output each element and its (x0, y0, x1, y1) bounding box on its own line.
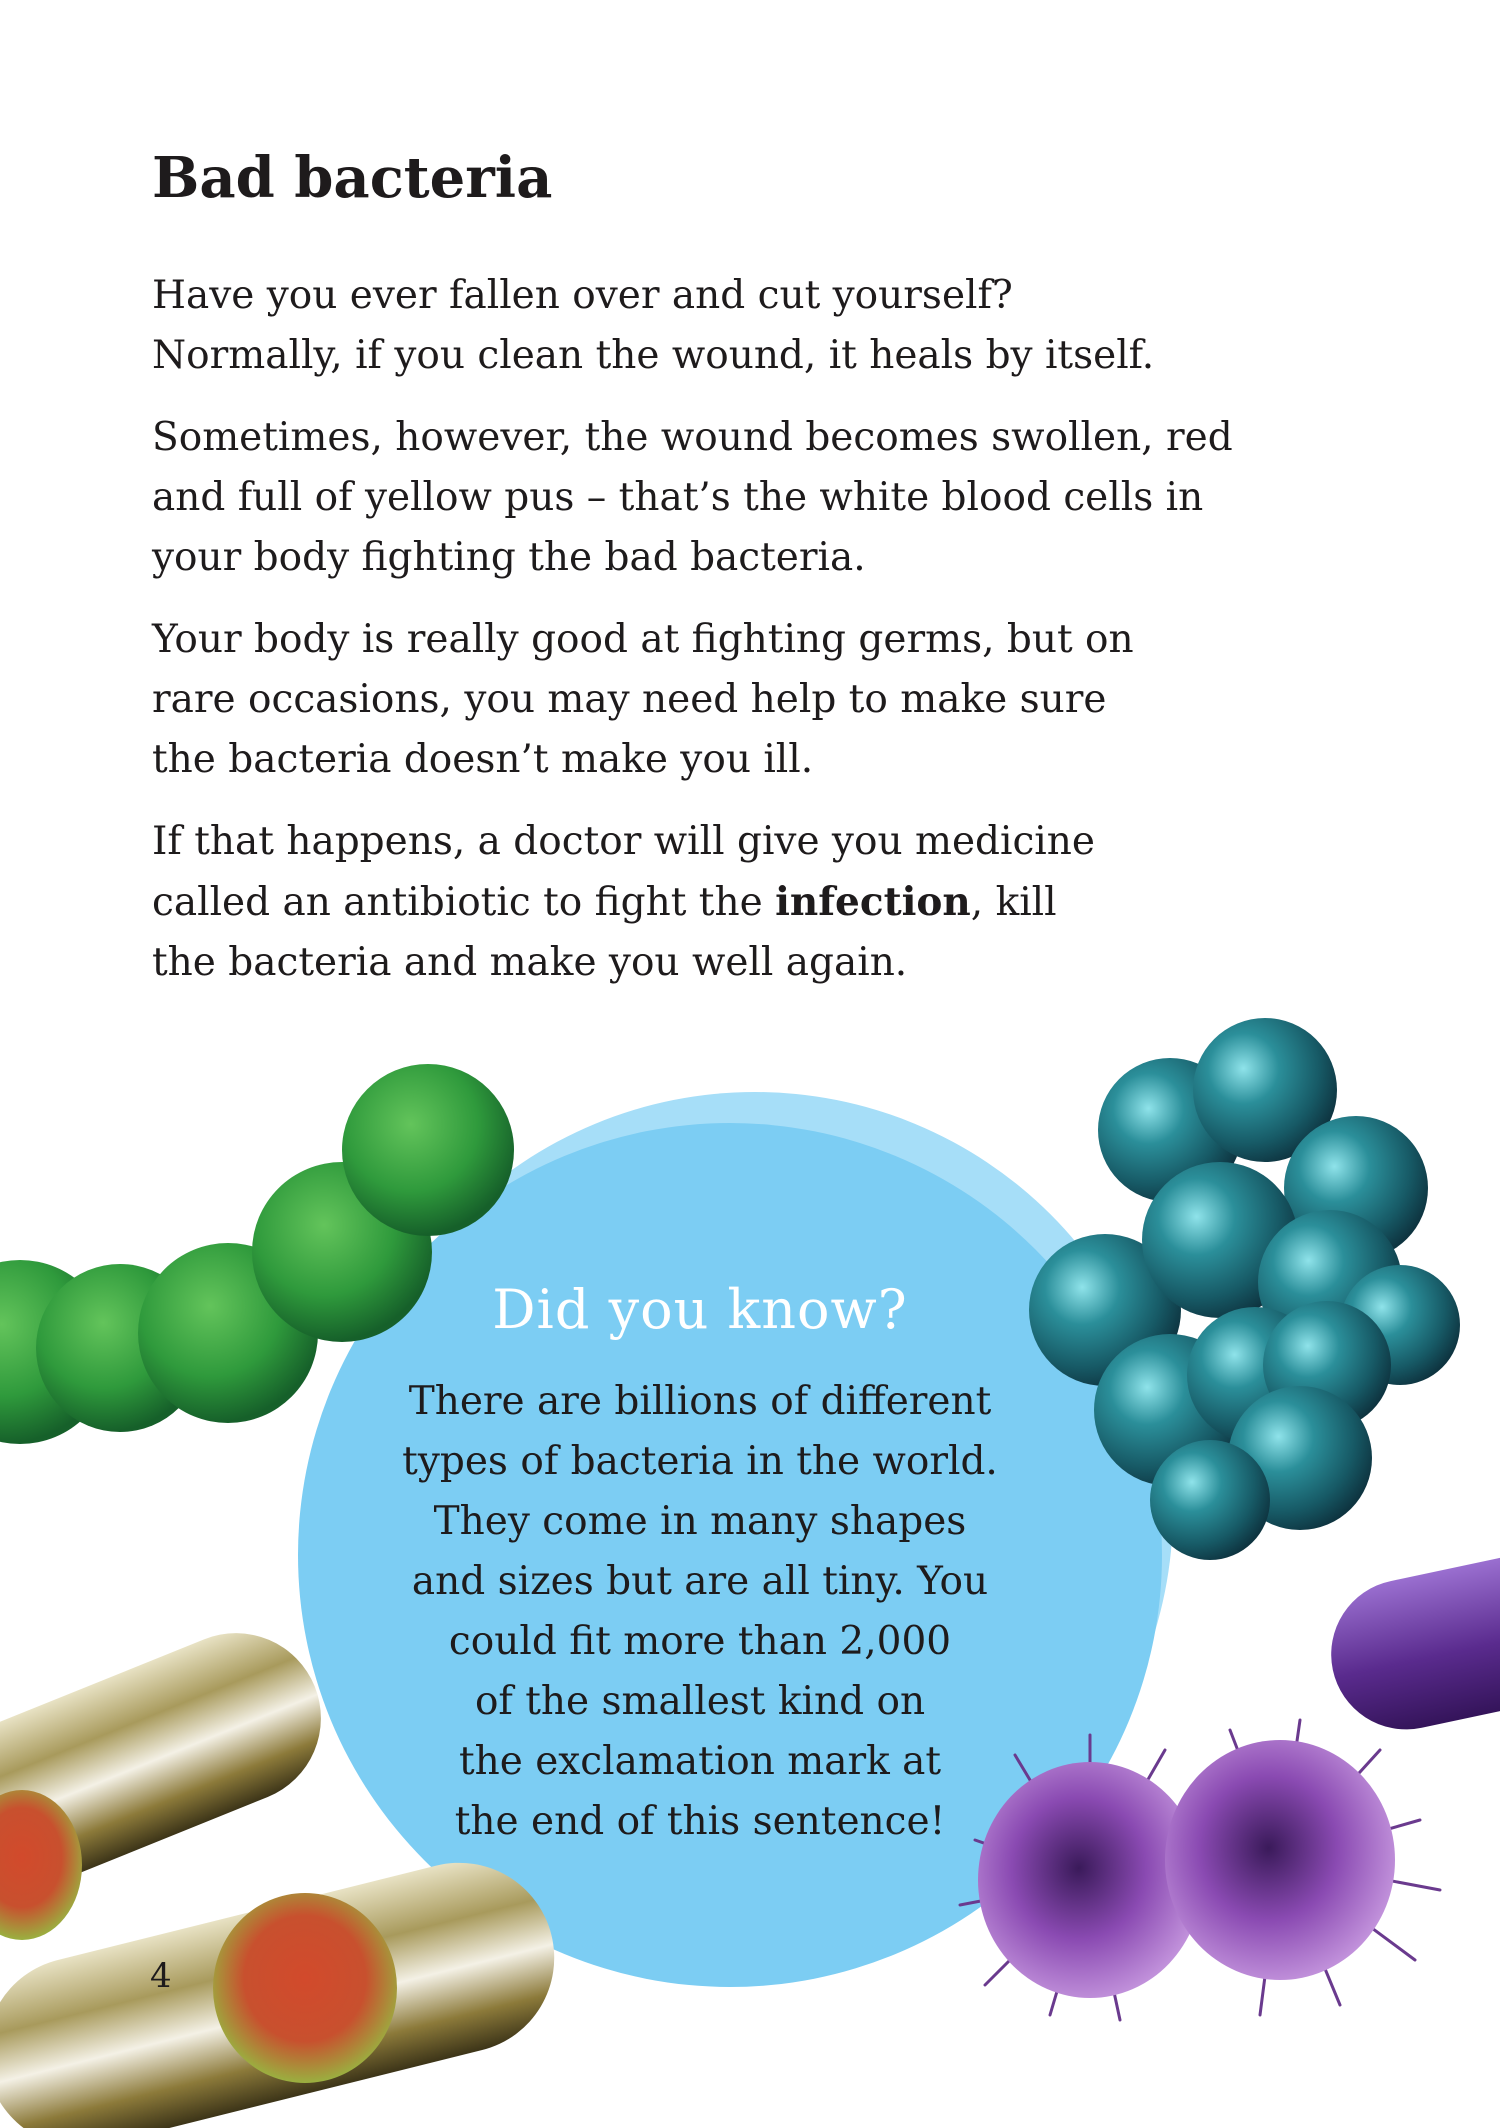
paragraph-line: Normally, if you clean the wound, it heals by itself. (152, 333, 1155, 378)
fact-line: could fit more than 2,000 (448, 1619, 952, 1664)
keyword-infection: infection (775, 879, 971, 925)
page-title: Bad bacteria (152, 145, 553, 211)
fact-box-title: Did you know? (492, 1278, 908, 1341)
paragraph-line: Your body is really good at fighting germs, but on (152, 617, 1134, 662)
text-run: called an antibiotic to fight the (152, 880, 776, 925)
page-number: 4 (150, 1956, 172, 1996)
fact-line: the end of this sentence! (454, 1799, 946, 1844)
fact-line: types of bacteria in the world. (402, 1439, 998, 1484)
paragraph-line: and full of yellow pus – that’s the white blood cells in (152, 475, 1204, 520)
text-run: , kill (970, 880, 1057, 925)
paragraph-line: rare occasions, you may need help to make sure (152, 677, 1107, 722)
paragraph-line: your body fighting the bad bacteria. (152, 535, 866, 580)
fact-line: There are billions of different (408, 1379, 992, 1424)
fact-line: They come in many shapes (433, 1499, 967, 1544)
fact-line: and sizes but are all tiny. You (411, 1559, 989, 1604)
paragraph-line: If that happens, a doctor will give you medicine (152, 819, 1095, 864)
paragraph-line: the bacteria and make you well again. (152, 940, 908, 985)
fact-box-body (340, 1372, 1060, 1852)
fact-line: the exclamation mark at (458, 1739, 942, 1784)
purple-rod-bacteria-image (1317, 1543, 1500, 1744)
paragraph-line: the bacteria doesn’t make you ill. (152, 737, 814, 782)
fact-line: of the smallest kind on (474, 1679, 926, 1724)
paragraph-line: Have you ever fallen over and cut yourself? (152, 273, 1013, 318)
paragraph-line: Sometimes, however, the wound becomes swollen, red (152, 415, 1233, 460)
